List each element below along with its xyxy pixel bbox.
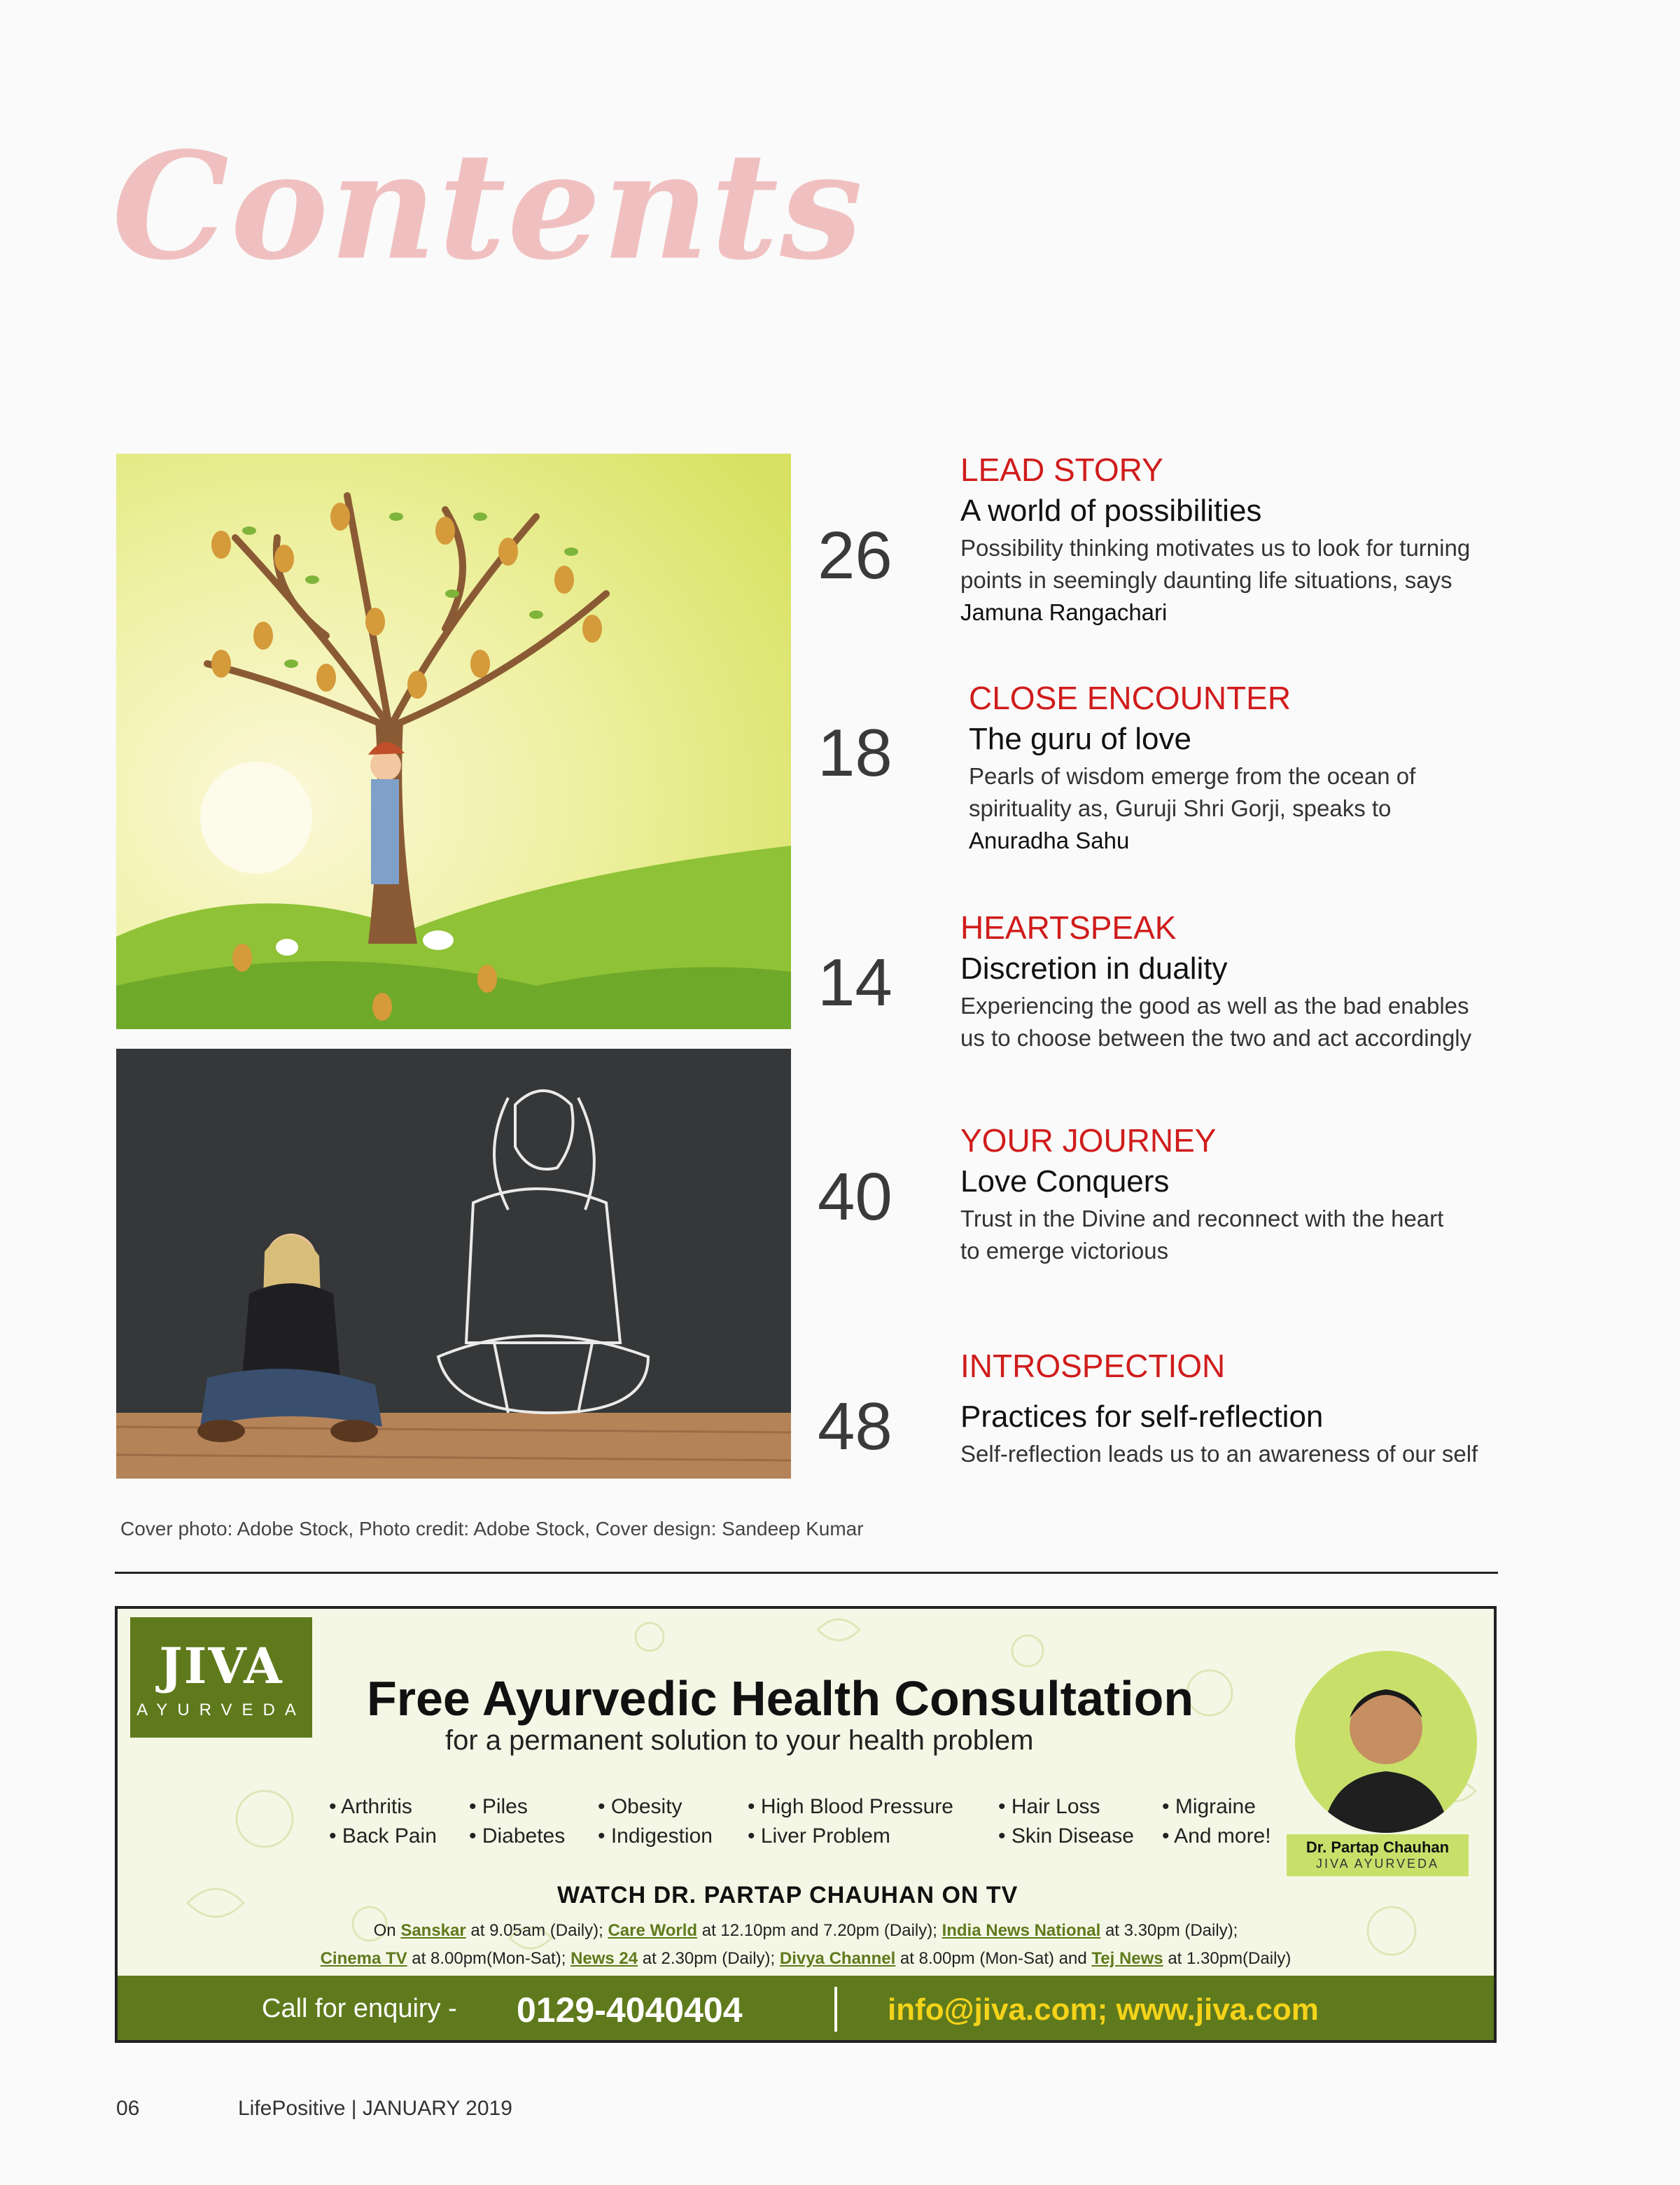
condition-column: • Piles • Diabetes	[469, 1795, 566, 1848]
divider-rule	[115, 1572, 1498, 1574]
footer-page-number: 06	[116, 2097, 140, 2120]
tv-schedule-line-2: Cinema TV at 8.00pm(Mon-Sat); News 24 at 2.30pm (Daily); Divya Channel at 8.00pm (Mon-Sat) and Tej News at 1.30pm(Daily)	[320, 1949, 1292, 1968]
condition-column: • Arthritis • Back Pain	[329, 1795, 437, 1848]
leaf-pattern-background	[118, 1609, 1494, 1973]
description: Trust in the Divine and reconnect with the heart to emerge victorious	[960, 1206, 1444, 1264]
cover-credit: Cover photo: Adobe Stock, Photo credit: Adobe Stock, Cover design: Sandeep Kumar	[120, 1518, 864, 1540]
contact-divider	[834, 1987, 837, 2032]
section-label: HEARTSPEAK	[960, 909, 1177, 946]
page-title: Contents	[112, 120, 864, 293]
description: Pearls of wisdom emerge from the ocean of spirituality as, Guruji Shri Gorji, speaks to	[969, 763, 1416, 821]
headline: Practices for self-reflection	[960, 1399, 1324, 1434]
tv-schedule-line-1: On Sanskar at 9.05am (Daily); Care World at 12.10pm and 7.20pm (Daily); India News National at 3.30pm (Daily);	[373, 1921, 1238, 1940]
headline: A world of possibilities	[960, 494, 1262, 528]
section-label: YOUR JOURNEY	[960, 1122, 1217, 1159]
condition-column: • Migraine • And more!	[1162, 1795, 1271, 1848]
tree-illustration	[116, 454, 791, 1029]
doctor-caption: Dr. Partap Chauhan JIVA AYURVEDA	[1287, 1834, 1469, 1876]
headline: Discretion in duality	[960, 951, 1228, 986]
description: Experiencing the good as well as the bad enables us to choose between the two and act accordingly	[960, 993, 1472, 1051]
toc-entry	[960, 454, 1548, 629]
watch-heading: WATCH DR. PARTAP CHAUHAN ON TV	[557, 1882, 1018, 1908]
condition-column: • Hair Loss • Skin Disease	[998, 1795, 1134, 1848]
toc-entry	[969, 682, 1557, 857]
headline: The guru of love	[969, 722, 1191, 756]
author: Anuradha Sahu	[969, 828, 1130, 853]
section-label: LEAD STORY	[960, 452, 1163, 488]
page-number: 26	[818, 518, 892, 593]
headline: Love Conquers	[960, 1164, 1170, 1199]
page-number: 18	[818, 715, 892, 790]
page-number: 48	[818, 1389, 892, 1464]
ad-title: Free Ayurvedic Health Consultation	[367, 1671, 1194, 1726]
page-number: 14	[818, 945, 892, 1020]
toc-entry	[960, 909, 1548, 1054]
section-label: INTROSPECTION	[960, 1348, 1226, 1384]
woman-sketch-photo	[116, 1049, 791, 1479]
condition-column: • Obesity • Indigestion	[598, 1795, 713, 1848]
section-label: CLOSE ENCOUNTER	[969, 680, 1292, 716]
email-website: info@jiva.com; www.jiva.com	[888, 1992, 1319, 2027]
toc-entry	[960, 1350, 1548, 1470]
condition-column: • High Blood Pressure • Liver Problem	[748, 1795, 953, 1848]
author: Jamuna Rangachari	[960, 599, 1168, 625]
page-number: 40	[818, 1159, 892, 1234]
toc-entry	[960, 1124, 1548, 1267]
call-label: Call for enquiry -	[262, 1994, 457, 2023]
jiva-logo: JIVA AYURVEDA	[130, 1617, 312, 1738]
doctor-portrait	[1295, 1651, 1477, 1833]
jiva-advertisement	[115, 1606, 1497, 2043]
footer-publication: LifePositive | JANUARY 2019	[238, 2097, 512, 2120]
ad-subtitle: for a permanent solution to your health problem	[445, 1725, 1034, 1756]
description: Self-reflection leads us to an awareness of our self	[960, 1441, 1478, 1467]
description: Possibility thinking motivates us to look for turning points in seemingly daunting life situations, says	[960, 535, 1471, 593]
phone-number: 0129-4040404	[517, 1990, 743, 2030]
